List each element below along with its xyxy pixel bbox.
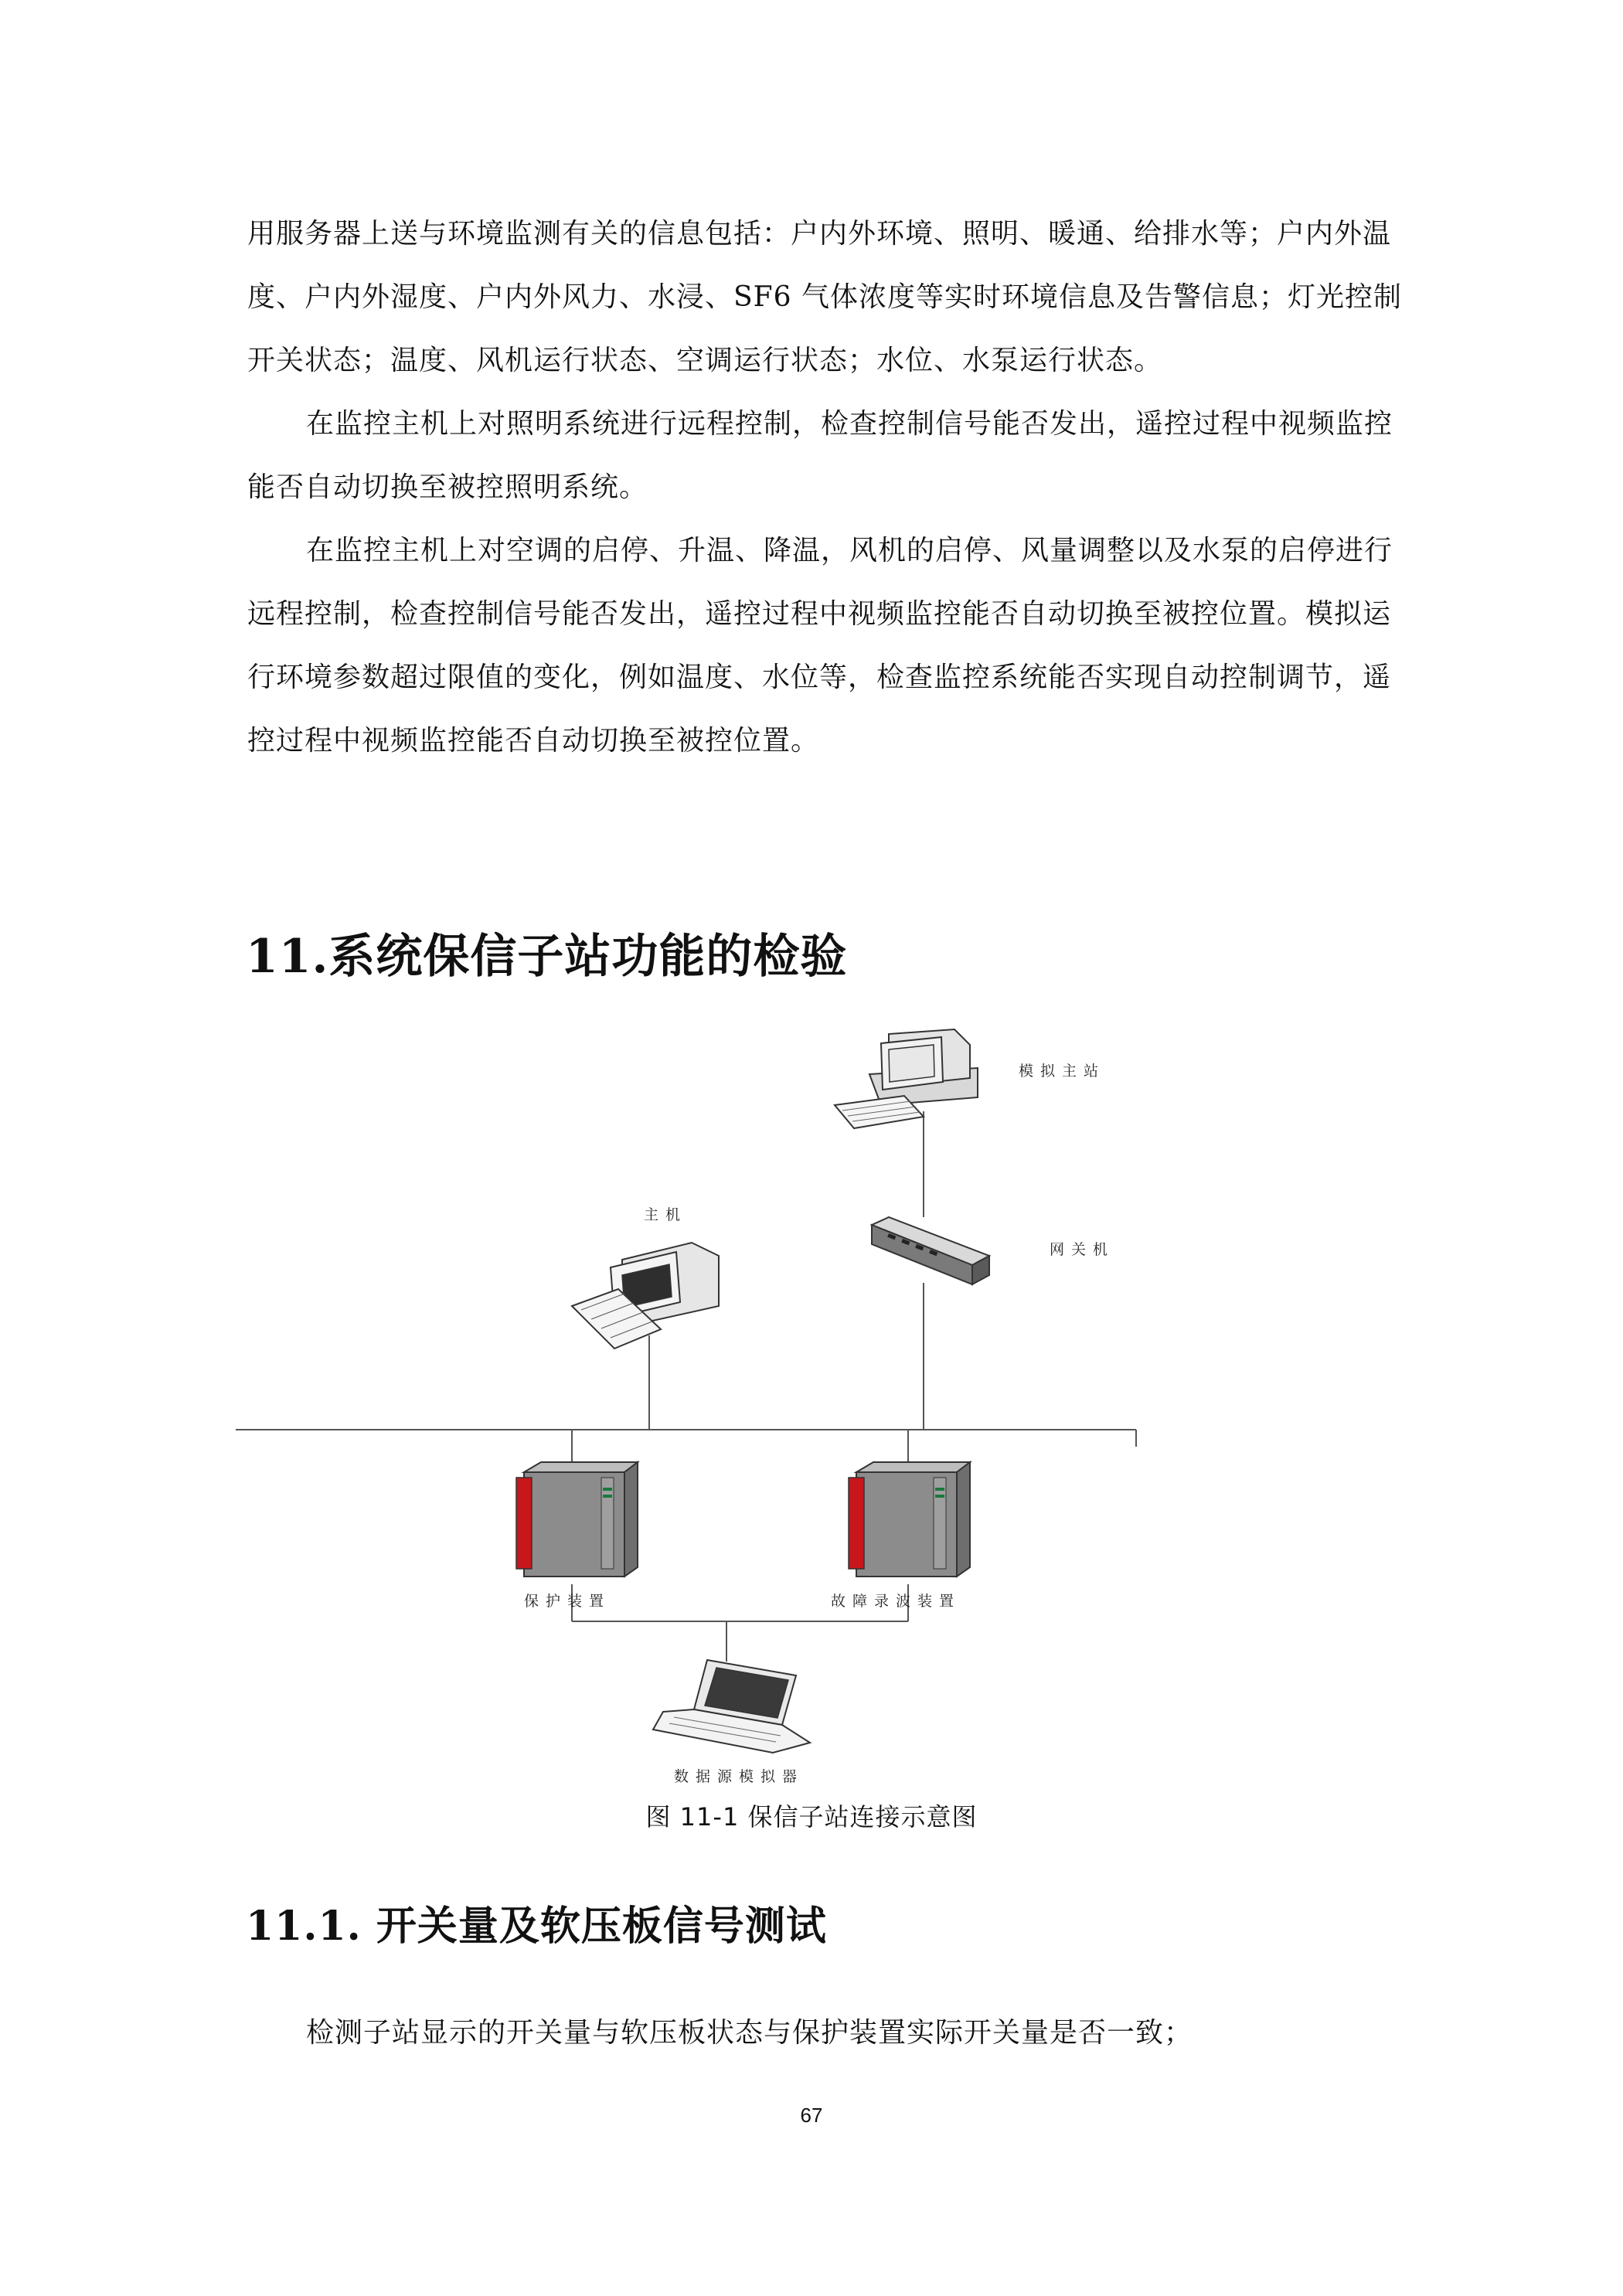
paragraph-line: 用服务器上送与环境监测有关的信息包括：户内外环境、照明、暖通、给排水等；户内外温 xyxy=(247,218,1392,250)
label-data-simulator: 数据源模拟器 xyxy=(674,1768,805,1785)
subsection-heading: 11.1. 开关量及软压板信号测试 xyxy=(246,1903,827,1950)
paragraph-line: 检测子站显示的开关量与软压板状态与保护装置实际开关量是否一致； xyxy=(306,2017,1193,2049)
label-host: 主机 xyxy=(644,1206,688,1223)
label-gateway: 网关机 xyxy=(1050,1241,1115,1258)
subsection-body xyxy=(247,2002,1383,2065)
paragraph-line: 在监控主机上对空调的启停、升温、降温，风机的启停、风量调整以及水泵的启停进行 xyxy=(306,535,1393,566)
page-number: 67 xyxy=(800,2104,823,2127)
label-simulated-master: 模拟主站 xyxy=(1019,1063,1106,1080)
paragraph-line: 行环境参数超过限值的变化，例如温度、水位等，检查监控系统能否实现自动控制调节，遥 xyxy=(247,662,1392,693)
connection-lines xyxy=(236,1111,1136,1662)
paragraph-line: 度、户内外湿度、户内外风力、水浸、SF6 气体浓度等实时环境信息及告警信息；灯光控制 xyxy=(247,281,1402,313)
paragraph-line: 在监控主机上对照明系统进行远程控制，检查控制信号能否发出，遥控过程中视频监控 xyxy=(306,408,1393,440)
protection-device-cabinet-icon xyxy=(516,1462,638,1577)
simulated-master-computer-icon xyxy=(835,1029,978,1128)
fault-recorder-cabinet-icon xyxy=(849,1462,970,1577)
data-simulator-laptop-icon xyxy=(653,1660,810,1753)
paragraph-line: 远程控制，检查控制信号能否发出，遥控过程中视频监控能否自动切换至被控位置。模拟运 xyxy=(247,598,1392,630)
paragraph-line: 能否自动切换至被控照明系统。 xyxy=(247,471,648,503)
gateway-switch-icon xyxy=(872,1217,989,1284)
section-heading: 11.系统保信子站功能的检验 xyxy=(246,930,848,984)
host-computer-icon xyxy=(572,1243,719,1349)
label-fault-recorder: 故障录波装置 xyxy=(831,1593,961,1610)
paragraph-line: 控过程中视频监控能否自动切换至被控位置。 xyxy=(247,725,820,757)
paragraph-line: 开关状态；温度、风机运行状态、空调运行状态；水位、水泵运行状态。 xyxy=(247,345,1163,376)
figure-caption: 图 11-1 保信子站连接示意图 xyxy=(645,1802,978,1832)
label-protection-device: 保护装置 xyxy=(524,1593,611,1610)
